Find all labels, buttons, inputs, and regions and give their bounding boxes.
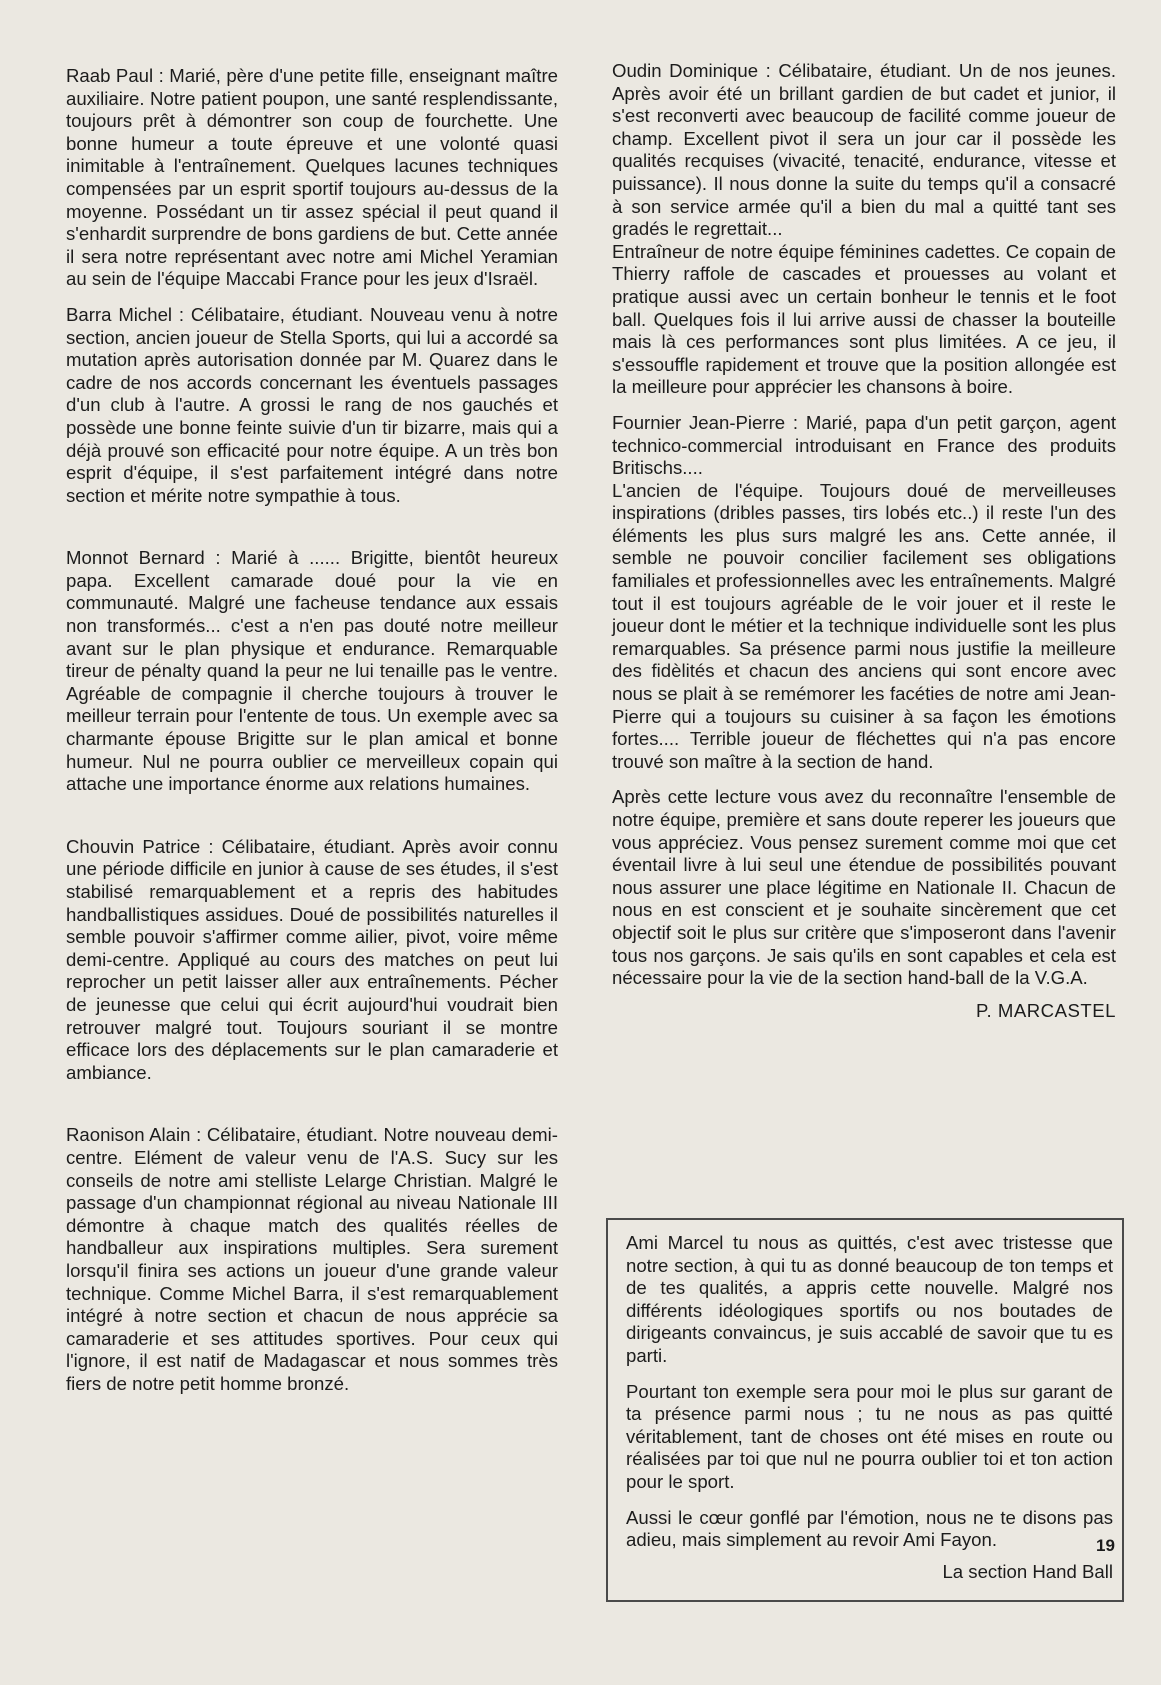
author-signature: P. MARCASTEL: [976, 999, 1116, 1021]
page-number: 19: [1096, 1536, 1115, 1555]
player-bio-barra: Barra Michel : Célibataire, étudiant. Nouveau venu à notre section, ancien joueur de Stella Sports, qui lui a accordé sa mutation après autorisation donnée par M. Quarez dans le cadre de nos accords concernant les éventuels passages d'un club à l'autre. A grossi le rang de nos gauchés et possède une bonne feinte suivie d'un tir bizarre, mais qui a déjà prouvé son efficacité pour notre équipe. A un très bon esprit d'équipe, il s'est parfaitement intégré dans notre section et mérite notre sympathie à tous.: [66, 303, 558, 506]
player-bio-fournier: Fournier Jean-Pierre : Marié, papa d'un petit garçon, agent technico-commercial introduisant en France des produits Britischs....: [612, 411, 1116, 479]
closing-paragraph: Après cette lecture vous avez du reconnaître l'ensemble de notre équipe, première et sans doute reperer les joueurs que vous appréciez. Vous pensez surement comme moi que cet éventail livre à lui seul une étendue de possibilités pouvant nous assurer une place légitime en Nationale II. Chacun de nous en est conscient et je souhaite sincèrement que cet objectif soit le plus sur critère que s'imposeront dans l'avenir tous nos garçons. Je sais qu'ils en sont capables et cela est nécessaire pour la vie de la section hand-ball de la V.G.A.: [612, 786, 1116, 989]
player-bio-chouvin: Chouvin Patrice : Célibataire, étudiant. Après avoir connu une période difficile en junior à cause de ses études, il s'est stabilisé remarquablement et a repris des habitudes handballistiques assidues. Doué de possibilités naturelles il semble pouvoir s'affirmer comme ailier, pivot, voire même demi-centre. Appliqué au cours des matches on peut lui reprocher un petit laisser aller aux entraînements. Pécher de jeunesse que celui qui écrit aujourd'hui voudrait bien retrouver malgré tout. Toujours souriant il se montre efficace lors des déplacements sur le plan camaraderie et ambiance.: [66, 835, 558, 1083]
tribute-paragraph: Pourtant ton exemple sera pour moi le plus sur garant de ta présence parmi nous ; tu ne nous as pas quitté véritablement, tant de choses ont été mises en route ou réalisées par toi que nul ne pourra oublier toi et ton action pour le sport.: [626, 1380, 1113, 1492]
player-bio-fournier-continued: L'ancien de l'équipe. Toujours doué de merveilleuses inspirations (dribles passes, tirs lobés etc..) il reste l'un des éléments les plus surs malgré les ans. Cette année, il semble ne pouvoir concilier facilement ses obligations familiales et professionnelles avec les entraînements. Malgré tout il est toujours agréable de le voir jouer et il reste le joueur dont le métier et la technique individuelle sont les plus remarquables. Sa présence parmi nous justifie la meilleure des fidèlités et chacun des anciens qui sont encore avec nous se plait à se remémorer les facéties de notre ami Jean-Pierre qui a toujours su cuisiner à sa façon les émotions fortes.... Terrible joueur de fléchettes qui n'a pas encore trouvé son maître à la section de hand.: [612, 479, 1116, 772]
player-bio-oudin-continued: Entraîneur de notre équipe féminines cadettes. Ce copain de Thierry raffole de cascades et prouesses au volant et pratique aussi avec un certain bonheur le tennis et le foot ball. Quelques fois il lui arrive aussi de chasser la bouteille mais là ces performances sont plus limitées. A ce jeu, il s'essouffle rapidement et trouve que la position allongée est la meilleure pour apprécier les chansons à boire.: [612, 240, 1116, 398]
tribute-signature: La section Hand Ball: [942, 1560, 1113, 1582]
tribute-paragraph: Ami Marcel tu nous as quittés, c'est avec tristesse que notre section, à qui tu as donné beaucoup de ton temps et de tes qualités, a appris cette nouvelle. Malgré nos différents idéologiques sportifs ou nos boutades de dirigeants convaincus, je suis accablé de savoir que tu es parti.: [626, 1232, 1113, 1366]
player-bio-oudin: Oudin Dominique : Célibataire, étudiant. Un de nos jeunes. Après avoir été un brillant gardien de but cadet et junior, il s'est reconverti avec beaucoup de facilité comme joueur de champ. Excellent pivot il sera un jour car il possède les qualités recquises (vivacité, tenacité, endurance, vitesse et puissance). Il nous donne la suite du temps qu'il a consacré à son service armée qu'il a bien du mal a quitté tant ses gradés le regrettait...: [612, 60, 1116, 240]
player-bio-raab: Raab Paul : Marié, père d'une petite fille, enseignant maître auxiliaire. Notre patient poupon, une santé resplendissante, toujours prêt à démontrer son coup de fourchette. Une bonne humeur a toute épreuve et une volonté quasi inimitable à l'entraînement. Quelques lacunes techniques compensées par un esprit sportif toujours au-dessus de la moyenne. Possédant un tir assez spécial il peut quand il s'enhardit surprendre de bons gardiens de but. Cette année il sera notre représentant avec notre ami Michel Yeramian au sein de l'équipe Maccabi France pour les jeux d'Israël.: [66, 65, 558, 290]
tribute-box: [606, 1218, 1124, 1602]
player-bio-monnot: Monnot Bernard : Marié à ...... Brigitte, bientôt heureux papa. Excellent camarade doué pour la vie en communauté. Malgré une facheuse tendance aux essais non transformés... c'est a n'en pas douté notre meilleur avant sur le plan physique et endurance. Remarquable tireur de pénalty quand la peur ne lui tenaille pas le ventre. Agréable de compagnie il cherche toujours à trouver le meilleur terrain pour l'entente de tous. Un exemple avec sa charmante épouse Brigitte sur le plan amical et bonne humeur. Nul ne pourra oublier ce merveilleux copain qui attache une importance énorme aux relations humaines.: [66, 547, 558, 795]
left-column: [66, 65, 558, 1408]
right-column: [612, 60, 1116, 1022]
tribute-paragraph: Aussi le cœur gonflé par l'émotion, nous ne te disons pas adieu, mais simplement au revoir Ami Fayon.: [626, 1506, 1113, 1551]
player-bio-raonison: Raonison Alain : Célibataire, étudiant. Notre nouveau demi-centre. Elément de valeur venu de l'A.S. Sucy sur les conseils de notre ami stelliste Lelarge Christian. Malgré le passage d'un championnat régional au niveau Nationale III démontre à chaque match des qualités réelles de handballeur aux inspirations multiples. Sera surement lorsqu'il finira ses actions un joueur d'une grande valeur technique. Comme Michel Barra, il s'est remarquablement intégré à notre section et chacun de nous apprécie sa camaraderie et ses attitudes sportives. Pour ceux qui l'ignore, il est natif de Madagascar et nous sommes très fiers de notre petit homme bronzé.: [66, 1124, 558, 1394]
